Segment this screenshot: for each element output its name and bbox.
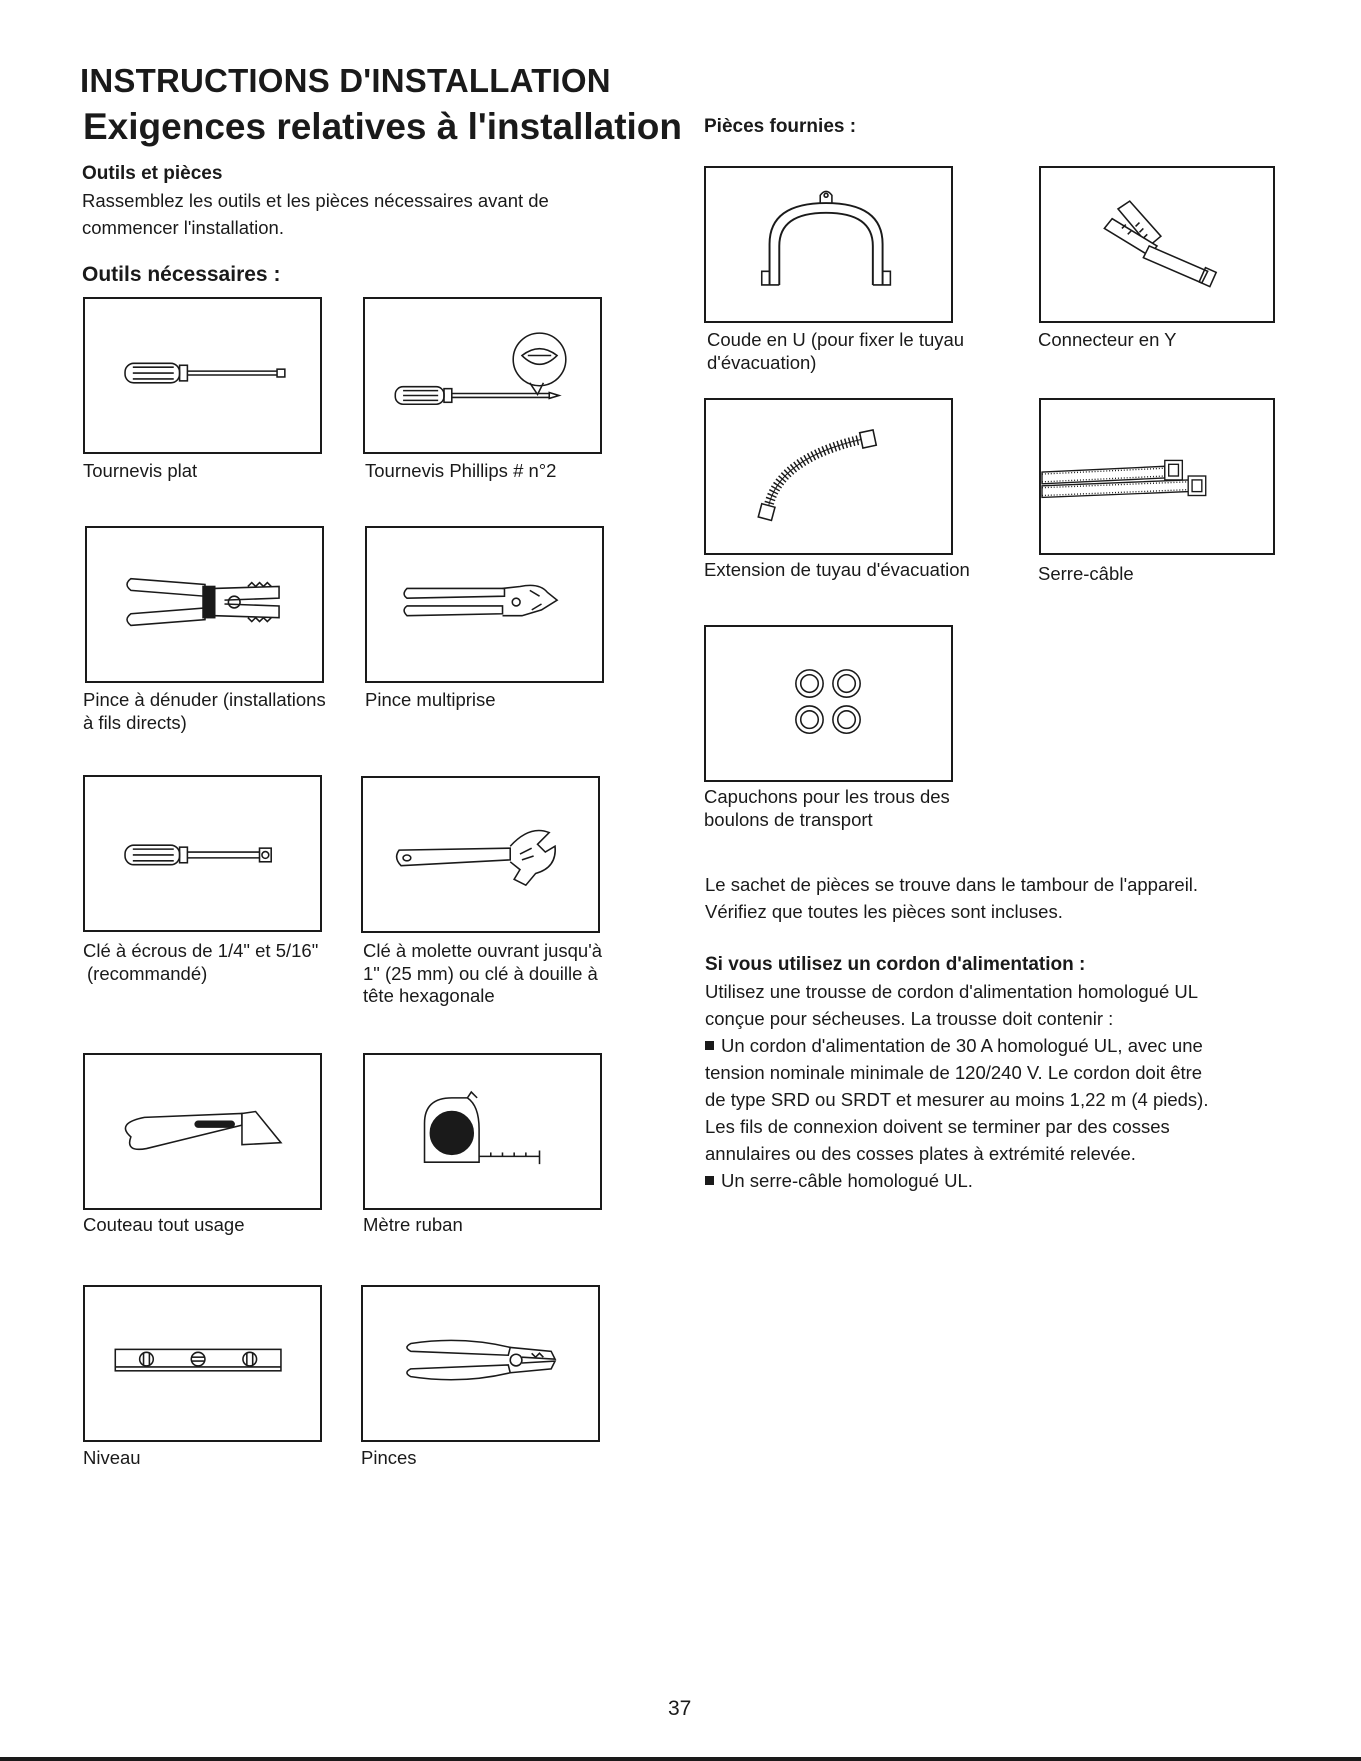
part-image-u-bend bbox=[704, 166, 953, 323]
tool-caption: Pince à dénuder (installations à fils directs) bbox=[83, 689, 326, 733]
page-title: INSTRUCTIONS D'INSTALLATION bbox=[80, 62, 611, 99]
tool-caption: Niveau bbox=[83, 1447, 141, 1468]
tool-image-flat-screwdriver bbox=[83, 297, 322, 454]
tools-intro bbox=[82, 187, 549, 241]
tool-image-channel-lock-pliers bbox=[365, 526, 604, 683]
tools-needed-heading: Outils nécessaires : bbox=[82, 263, 281, 286]
tool-image-adjustable-wrench bbox=[361, 776, 600, 933]
bottom-rule bbox=[0, 1757, 1361, 1761]
tool-image-utility-knife bbox=[83, 1053, 322, 1210]
adjustable-wrench-icon bbox=[363, 778, 598, 931]
tool-caption: Mètre ruban bbox=[363, 1214, 463, 1235]
tool-caption: Pinces bbox=[361, 1447, 417, 1468]
tool-image-wire-stripper bbox=[85, 526, 324, 683]
tape-measure-icon bbox=[365, 1055, 600, 1208]
tool-image-nut-driver bbox=[83, 775, 322, 932]
phillips-screwdriver-icon bbox=[365, 299, 600, 452]
part-caption: Serre-câble bbox=[1038, 563, 1134, 584]
transport-bolt-caps-icon bbox=[706, 627, 951, 780]
part-image-transport-bolt-caps bbox=[704, 625, 953, 782]
u-bend-icon bbox=[706, 168, 951, 321]
power-cord-heading: Si vous utilisez un cordon d'alimentation : bbox=[705, 954, 1086, 975]
utility-knife-icon bbox=[85, 1055, 320, 1208]
tool-caption: Couteau tout usage bbox=[83, 1214, 245, 1235]
part-image-cable-tie bbox=[1039, 398, 1275, 555]
page-subtitle: Exigences relatives à l'installation bbox=[83, 106, 683, 147]
bullet-icon bbox=[705, 1176, 714, 1185]
level-icon bbox=[85, 1287, 320, 1440]
tool-image-phillips-screwdriver bbox=[363, 297, 602, 454]
flat-screwdriver-icon bbox=[85, 299, 320, 452]
bullet-item: Un cordon d'alimentation de 30 A homologué UL, avec une bbox=[705, 1032, 1208, 1059]
tool-image-pliers bbox=[361, 1285, 600, 1442]
tool-caption: Clé à écrous de 1/4" et 5/16" (recommandé) bbox=[83, 940, 319, 984]
tools-parts-heading: Outils et pièces bbox=[82, 163, 223, 184]
pliers-icon bbox=[363, 1287, 598, 1440]
parts-heading: Pièces fournies : bbox=[704, 116, 857, 137]
tools-intro-line: Rassemblez les outils et les pièces nécessaires avant de bbox=[82, 190, 549, 211]
tool-caption: Clé à molette ouvrant jusqu'à 1" (25 mm) ou clé à douille à tête hexagonale bbox=[363, 940, 603, 1006]
part-caption: Connecteur en Y bbox=[1038, 329, 1177, 350]
bullet-item: Un serre-câble homologué UL. bbox=[705, 1167, 1208, 1194]
page-number: 37 bbox=[668, 1697, 692, 1720]
tool-caption: Tournevis plat bbox=[83, 460, 198, 481]
tool-caption: Pince multiprise bbox=[365, 689, 496, 710]
tool-image-level bbox=[83, 1285, 322, 1442]
y-connector-icon bbox=[1041, 168, 1273, 321]
bullet-icon bbox=[705, 1041, 714, 1050]
tools-intro-line: commencer l'installation. bbox=[82, 217, 284, 238]
wire-stripper-icon bbox=[87, 528, 322, 681]
nut-driver-icon bbox=[85, 777, 320, 930]
drain-hose-extension-icon bbox=[706, 400, 951, 553]
part-image-drain-hose-extension bbox=[704, 398, 953, 555]
part-caption: Coude en U (pour fixer le tuyau d'évacuation) bbox=[707, 329, 965, 373]
part-caption: Extension de tuyau d'évacuation bbox=[704, 559, 970, 580]
parts-note: Le sachet de pièces se trouve dans le tambour de l'appareil. Vérifiez que toutes les pièces sont incluses. bbox=[705, 874, 1199, 922]
cable-tie-icon bbox=[1041, 400, 1273, 553]
tool-image-tape-measure bbox=[363, 1053, 602, 1210]
channel-lock-pliers-icon bbox=[367, 528, 602, 681]
power-cord-text: Utilisez une trousse de cordon d'alimentation homologué UL conçue pour sécheuses. La trousse doit contenir : Un cordon d'alimentation de 30 A homologué UL, avec une tension nominale minimale de 120/240 V. Le cordon doit être de type SRD ou SRDT et mesurer au moins 1,22 m (4 pieds). Les fils de connexion doivent se terminer par des cosses annulaires ou des cosses plates à extrémité relevée. Un serre-câble homologué UL. bbox=[705, 978, 1208, 1194]
tool-caption: Tournevis Phillips # n°2 bbox=[365, 460, 557, 481]
part-caption: Capuchons pour les trous des boulons de transport bbox=[704, 786, 950, 830]
part-image-y-connector bbox=[1039, 166, 1275, 323]
